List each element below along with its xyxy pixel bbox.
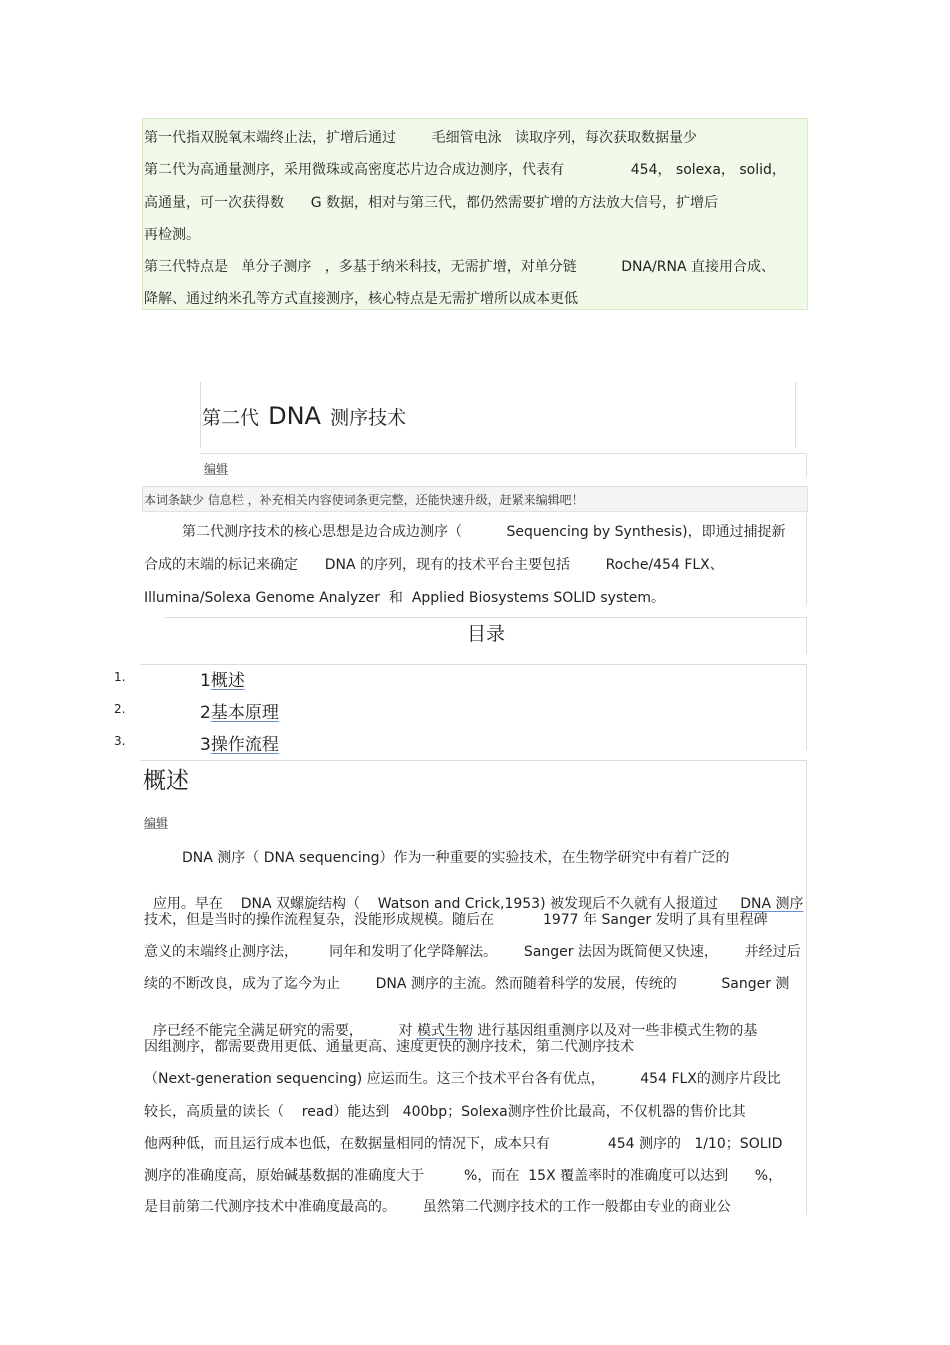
title-frame-right [795,382,796,448]
overview-line-12: 是目前第二代测序技术中准确度最高的。 虽然第二代测序技术的工作一般都由专业的商业公 [144,1199,731,1215]
intro-line-1: 第二代测序技术的核心思想是边合成边测序（ Sequencing by Synthesis)，即通过捕捉新 [182,524,786,540]
toc-item-2[interactable]: 2基本原理 [200,703,279,723]
overview-edit-link[interactable]: 编辑 [144,816,169,830]
toc-item-3[interactable]: 3操作流程 [200,735,279,755]
overview-line-1: DNA 测序（ DNA sequencing）作为一种重要的实验技术，在生物学研究中有着广泛的 [182,850,730,866]
intro-line-2: 合成的末端的标记来确定 DNA 的序列，现有的技术平台主要包括 Roche/454 FLX、 [144,557,724,573]
overview-heading: 概述 [143,768,189,794]
overview-line-10: 他两种低，而且运行成本也低，在数据量相同的情况下，成本只有 454 测序的 1/10；SOLID [144,1136,783,1152]
summary-line-6: 降解、通过纳米孔等方式直接测序，核心特点是无需扩增所以成本更低 [144,291,578,307]
toc-item-1[interactable]: 1概述 [200,671,245,691]
overview-line-7: 因组测序，都需要费用更低、通量更高、速度更快的测序技术，第二代测序技术 [144,1039,634,1055]
overview-frame-top [140,760,806,761]
title-frame-left [200,382,201,448]
intro-line-3: Illumina/Solexa Genome Analyzer 和 Applied Biosystems SOLID system。 [144,590,666,606]
summary-line-1: 第一代指双脱氧末端终止法，扩增后通过 毛细管电泳 读取序列，每次获取数据量少 [144,130,697,146]
toc-list-right [806,664,807,750]
summary-line-5: 第三代特点是 单分子测序 ，多基于纳米科技，无需扩增，对单分链 DNA/RNA 直接用合成、 [144,259,775,275]
overview-line-11: 测序的准确度高，原始碱基数据的准确度大于 %，而在 15X 覆盖率时的准确度可以达到 %， [144,1168,783,1184]
edit-row-top [200,453,806,454]
page-title: 第二代 DNA 测序技术 [202,402,407,430]
overview-line-4: 意义的末端终止测序法， 同年和发明了化学降解法。 Sanger 法因为既简便又快速， 并经过后 [144,944,801,960]
overview-line-6: 序已经不能完全满足研究的需要， 对 模式生物 进行基因组重测序以及对一些非模式生物的基 [152,1023,758,1039]
edit-link[interactable]: 编辑 [204,462,229,476]
toc-title-right [806,617,807,654]
toc-list-top [140,664,806,665]
summary-line-4: 再检测。 [144,227,200,243]
summary-line-2: 第二代为高通量测序，采用微珠或高密度芯片边合成边测序，代表有 454， solexa， solid， [144,162,786,178]
toc-item-2-label[interactable]: 基本原理 [210,703,279,723]
toc-item-1-label[interactable]: 概述 [210,671,245,691]
toc-index-2: 2. [114,702,126,716]
summary-line-3: 高通量，可一次获得数 G 数据，相对与第三代，都仍然需要扩增的方法放大信号，扩增后 [144,195,718,211]
edit-row-right [806,453,807,477]
toc-title-top [165,617,806,618]
overview-line-8: （Next-generation sequencing) 应运而生。这三个技术平台各有优点， 454 FLX的测序片段比 [144,1071,781,1087]
notice-text: 本词条缺少 信息栏 ，补充相关内容使词条更完整，还能快速升级，赶紧来编辑吧！ [144,493,584,507]
overview-line-3: 技术，但是当时的操作流程复杂，没能形成规模。随后在 1977 年 Sanger 发明了具有里程碑 [144,912,768,928]
overview-line-9: 较长，高质量的读长（ read）能达到 400bp；Solexa测序性价比最高，不仅机器的售价比其 [144,1104,746,1120]
overview-frame-right [806,760,807,1215]
toc-title: 目录 [467,623,506,645]
toc-index-3: 3. [114,734,126,748]
overview-line-5: 续的不断改良，成为了迄今为止 DNA 测序的主流。然而随着科学的发展，传统的 Sanger 测 [144,976,790,992]
intro-frame-right [806,513,807,605]
toc-index-1: 1. [114,670,126,684]
toc-item-3-label[interactable]: 操作流程 [210,735,279,755]
overview-line-2: 应用。早在 DNA 双螺旋结构（ Watson and Crick,1953) 被发现后不久就有人报道过 DNA 测序 [152,896,804,912]
dna-sequencing-link[interactable]: DNA 测序 [740,896,804,912]
model-organism-link[interactable]: 模式生物 [416,1023,473,1039]
